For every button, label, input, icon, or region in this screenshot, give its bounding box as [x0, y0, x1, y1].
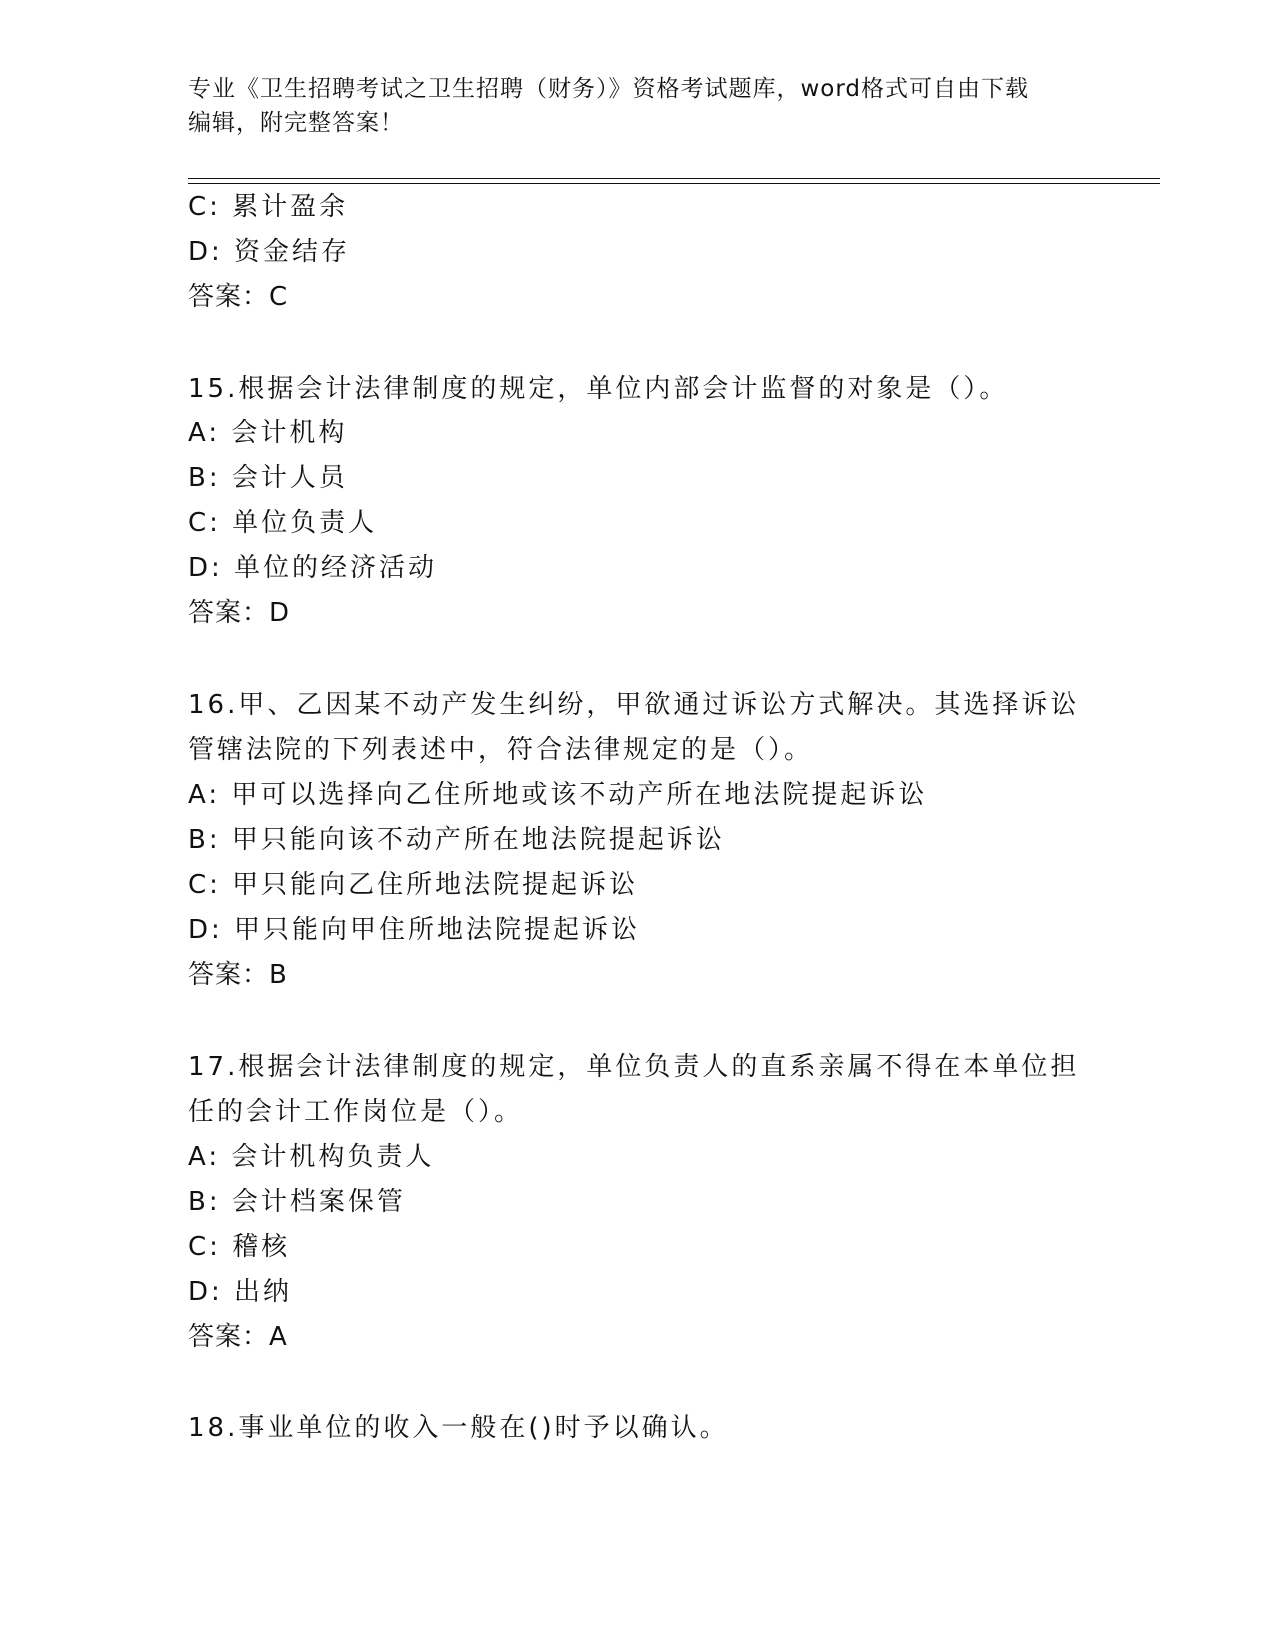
document-header [188, 72, 1088, 140]
q17-option-a: A: 会计机构负责人 [188, 1142, 435, 1172]
q16-stem-line-1: 16.甲、乙因某不动产发生纠纷，甲欲通过诉讼方式解决。其选择诉讼 [188, 690, 1080, 720]
header-line-1: 专业《卫生招聘考试之卫生招聘（财务）》资格考试题库，word格式可自由下载 [188, 76, 1030, 102]
q18-stem: 18.事业单位的收入一般在()时予以确认。 [188, 1413, 729, 1443]
q17-stem-line-2: 任的会计工作岗位是（）。 [188, 1097, 524, 1127]
q16-stem-line-2: 管辖法院的下列表述中，符合法律规定的是（）。 [188, 735, 814, 765]
q15-option-b: B: 会计人员 [188, 463, 348, 493]
q17-option-c: C: 稽核 [188, 1232, 291, 1262]
q16-answer: 答案：B [188, 960, 288, 990]
q14-answer: 答案：C [188, 282, 289, 312]
header-line-2: 编辑，附完整答案！ [188, 110, 404, 136]
header-divider-bottom [188, 183, 1160, 184]
q16-option-b: B: 甲只能向该不动产所在地法院提起诉讼 [188, 825, 725, 855]
q17-option-d: D: 出纳 [188, 1277, 293, 1307]
header-divider-top [188, 178, 1160, 179]
q16-option-d: D: 甲只能向甲住所地法院提起诉讼 [188, 915, 641, 945]
q14-option-c: C: 累计盈余 [188, 192, 349, 222]
q17-option-b: B: 会计档案保管 [188, 1187, 406, 1217]
q15-stem: 15.根据会计法律制度的规定，单位内部会计监督的对象是（）。 [188, 374, 1009, 404]
q15-option-a: A: 会计机构 [188, 418, 348, 448]
q15-answer: 答案：D [188, 598, 291, 628]
q16-option-c: C: 甲只能向乙住所地法院提起诉讼 [188, 870, 639, 900]
q16-option-a: A: 甲可以选择向乙住所地或该不动产所在地法院提起诉讼 [188, 780, 928, 810]
q17-answer: 答案：A [188, 1322, 288, 1352]
q14-option-d: D: 资金结存 [188, 237, 351, 267]
q17-stem-line-1: 17.根据会计法律制度的规定，单位负责人的直系亲属不得在本单位担 [188, 1052, 1080, 1082]
q15-option-c: C: 单位负责人 [188, 508, 378, 538]
q15-option-d: D: 单位的经济活动 [188, 553, 438, 583]
